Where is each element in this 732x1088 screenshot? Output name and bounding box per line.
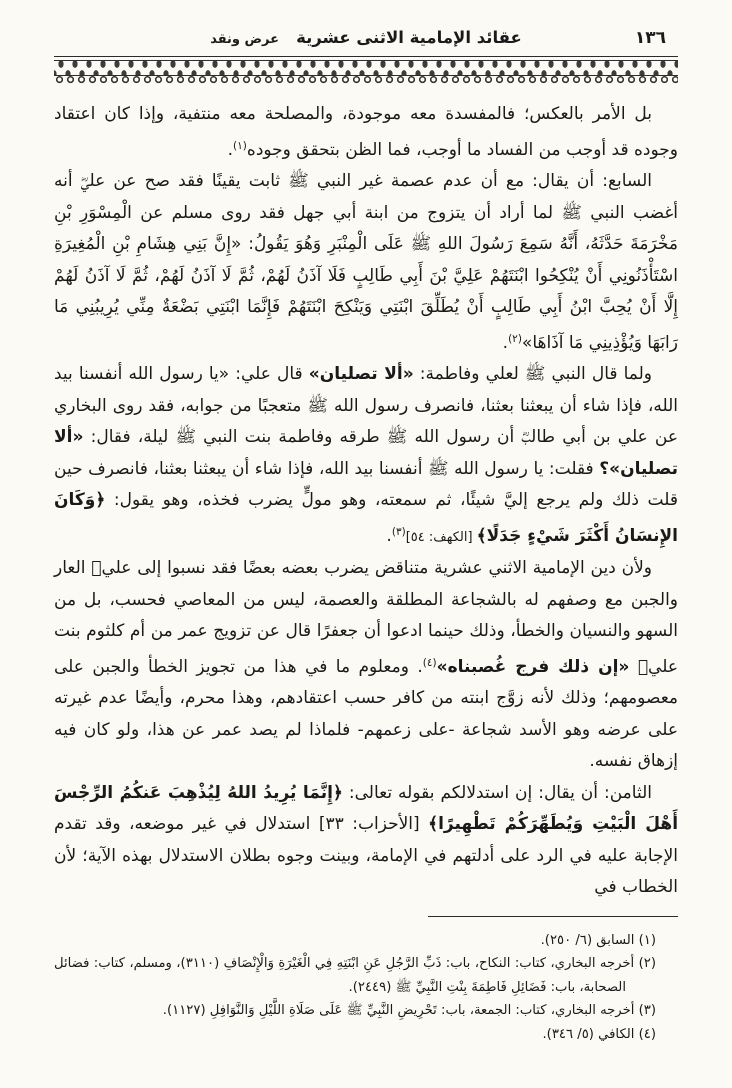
book-subtitle: عرض ونقد	[210, 32, 279, 47]
shia-quote-faraj: «إن ذلك فرج غُصبناه»	[436, 656, 630, 677]
paragraph-1-text: بل الأمر بالعكس؛ فالمفسدة معه موجودة، والمصلحة معه منتفية، وإذا كان اعتقاد وجوده قد أوجب من الفساد ما أوجب، فما الظن بتحقق وجوده	[54, 104, 678, 160]
page-header	[54, 28, 678, 57]
footnote-separator	[428, 916, 678, 917]
paragraph-2-tail: .	[502, 332, 509, 353]
ornament-motif-row	[54, 60, 678, 76]
footnotes-section	[54, 916, 678, 1047]
paragraph-5-text-a: الثامن: أن يقال: إن استدلالكم بقوله تعالى:	[342, 782, 652, 803]
paragraph-4-text-b: . ومعلوم ما في هذا من تجويز الخطأ والجبن على معصومهم؛ وذلك لأنه زوَّج ابنته من كافر حسب اعتقادهم، وهذا محرم، وأيضًا عدم غيرته على عرضه وهو الأسد شجاعة -على زعمهم- فلماذا لم يصد عمر عن هذا، ولو كان فيه إزهاق نفسه.	[54, 656, 678, 771]
hadith-quote-minbar: «إِنَّ بَنِي هِشَامِ بْنِ الْمُغِيرَةِ اسْتَأْذَنُونِي أَنْ يُنْكِحُوا ابْنَتَهُمْ عَلِيَّ بْنَ أَبِي طَالِبٍ فَلَا آذَنُ لَهُمْ، ثُمَّ لَا آذَنُ لَهُمْ، ثُمَّ لَا آذَنُ لَهُمْ إِلَّا أَنْ يُحِبَّ ابْنُ أَبِي طَالِبٍ أَنْ يُطَلِّقَ ابْنَتِي وَيَنْكِحَ ابْنَتَهُمْ فَإِنَّمَا ابْنَتِي بَضْعَةٌ مِنِّي يُرِيبُنِي مَا رَابَهَا وَيُؤْذِينِي مَا آذَاهَا»	[54, 234, 678, 353]
page-number: ١٣٦	[634, 28, 666, 48]
paragraph-1	[54, 99, 678, 166]
paragraph-2	[54, 166, 678, 359]
hadith-quote-ala-tusallian-1: «ألا تصليان»	[308, 364, 414, 384]
footnote-item-2: (٢) أخرجه البخاري، كتاب: النكاح، باب: ذَبِّ الرَّجُلِ عَنِ ابْنَتِهِ فِي الْغَيْرَةِ وَالْإِنْصَافِ (٣١١٠)، ومسلم، كتاب: فضائل الصحابة، باب: فَضَائِلِ فَاطِمَةَ بِنْتِ النَّبِيِّ ﷺ (٢٤٤٩).	[54, 956, 656, 995]
footnote-marker-2: (٢)	[508, 332, 522, 345]
paragraph-1-tail: .	[227, 139, 234, 160]
footnote-item-1: (١) السابق (٦/ ٢٥٠).	[540, 932, 656, 948]
body-text	[54, 99, 678, 904]
paragraph-4	[54, 553, 678, 778]
paragraph-3-text-c: فقلت: يا رسول الله ﷺ أنفسنا بيد الله، فإذا شاء أن يبعثنا بعثنا، فانصرف حين قلت ذلك ولم يرجع إليَّ شيئًا، ثم سمعته، وهو مولٍّ يضرب فخذه، وهو يقول:	[54, 458, 678, 510]
quran-verse-kahf: ﴿وَكَانَ الإِنسَانُ أَكْثَرَ شَيْءٍ جَدَلًا﴾	[54, 490, 678, 546]
quran-verse-ahzab: ﴿إِنَّمَا يُرِيدُ اللهُ لِيُذْهِبَ عَنكُمُ الرِّجْسَ أَهْلَ الْبَيْتِ وَيُطَهِّرَكُمْ تَطْهِيرًا﴾	[54, 782, 679, 834]
hadith-quote-ala-tusallian-2: «ألا تصليان»؟	[54, 427, 678, 479]
footnote-marker-4: (٤)	[422, 656, 437, 669]
book-title: عقائد الإمامية الاثنى عشرية	[296, 28, 522, 47]
paragraph-4-text-a: ولأن دين الإمامية الاثني عشرية متناقض يضرب بعضه بعضًا فقد نسبوا إلى عليؓ العار والجبن مع وصفهم له بالشجاعة المطلقة والعصمة، ليس من المعاصي فحسب، بل من السهو والنسيان والخطأ، وذلك حينما ادعوا أن جعفرًا قال عن تزويج عمر من أم كلثوم بنت عليؓ	[54, 558, 678, 677]
paragraph-2-text: السابع: أن يقال: مع أن عدم عصمة غير النبي ﷺ ثابت يقينًا فقد صح عن عليؓ أنه أغضب النبي ﷺ لما أراد أن يتزوج من ابنة أبي جهل فقد روى مسلم عن الْمِسْوَرِ بْنِ مَخْرَمَةَ حَدَّثَهُ، أَنَّهُ سَمِعَ رَسُولَ اللهِ ﷺ عَلَى الْمِنْبَرِ وَهُوَ يَقُولُ:	[54, 171, 678, 254]
footnote-item-4: (٤) الكافي (٥/ ٣٤٦).	[542, 1026, 656, 1042]
ornament-loops-row	[54, 76, 678, 86]
paragraph-3-text-b: قال علي: «يا رسول الله أنفسنا بيد الله، فإذا شاء أن يبعثنا بعثنا، فانصرف رسول الله ﷺ متعجبًا من جوابه، فقد روى البخاري عن علي بن أبي طالبؓ أن رسول الله ﷺ طرقه وفاطمة بنت النبي ﷺ ليلة، فقال:	[54, 364, 678, 447]
paragraph-3-tail: .	[386, 525, 392, 546]
footnote-marker-3: (٣)	[391, 525, 406, 538]
ayah-reference-kahf: [الكهف: ٥٤]	[405, 529, 477, 545]
footnote-item-3: (٣) أخرجه البخاري، كتاب: الجمعة، باب: تَحْرِيضِ النَّبِيِّ ﷺ عَلَى صَلَاةِ اللَّيْلِ وَالنَّوَافِلِ (١١٢٧).	[162, 1003, 656, 1018]
ornament-band	[54, 60, 678, 86]
paragraph-3-text-a: ولما قال النبي ﷺ لعلي وفاطمة:	[413, 364, 652, 384]
paragraph-5-text-b: [الأحزاب: ٣٣] استدلال في غير موضعه، وقد تقدم الإجابة عليه في الرد على أدلتهم في الإمامة، وبينت وجوه بطلان الاستدلال بهذه الآية؛ لأن الخطاب في	[54, 814, 678, 897]
paragraph-5	[54, 778, 678, 904]
footnote-marker-1: (١)	[233, 139, 247, 152]
paragraph-3	[54, 359, 678, 553]
